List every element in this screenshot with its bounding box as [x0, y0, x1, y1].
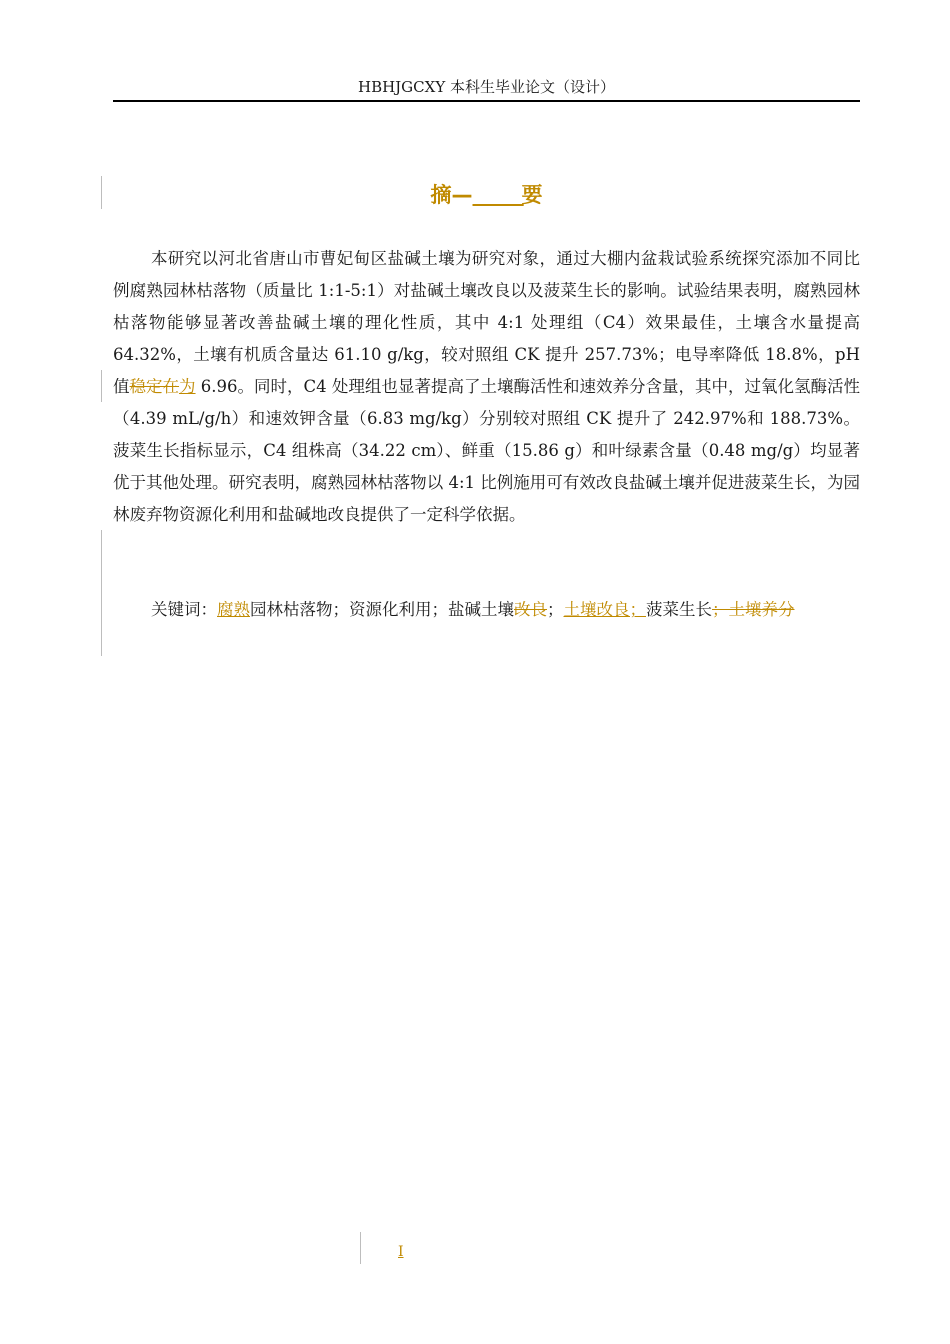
title-gap: —	[451, 183, 473, 207]
page-header: HBHJGCXY 本科生毕业论文（设计）	[357, 78, 615, 96]
page-number: I	[398, 1244, 404, 1260]
deleted-text: 稳定在	[129, 377, 180, 396]
change-bar	[101, 530, 102, 656]
inserted-text: 腐熟	[217, 600, 250, 619]
title-char-left: 摘	[430, 183, 452, 207]
title-char-right: 要	[521, 183, 543, 207]
abstract-text-2: 6.96。同时，C4 处理组也显著提高了土壤酶活性和速效养分含量，其中，过氧化氢酶活性（4.39 mL/g/h）和速效钾含量（6.83 mg/kg）分别较对照组 CK 提升了 242.97%和 188.73%。菠菜生长指标显示，C4 组株高（34.22 cm）、鲜重（15.86 g）和叶绿素含量（0.48 mg/g）均显著优于其他处理。研究表明，腐熟园林枯落物以 4:1 比例施用可有效改良盐碱土壤并促进菠菜生长，为园林废弃物资源化利用和盐碱地改良提供了一定科学依据。	[113, 377, 861, 524]
inserted-text: 土壤改良；	[563, 600, 646, 619]
abstract-title	[113, 178, 860, 212]
keywords-label: 关键词：	[151, 600, 217, 619]
deleted-text: 改良	[514, 600, 547, 619]
keywords-text: 园林枯落物；资源化利用；盐碱土壤	[250, 600, 514, 619]
keywords-paragraph	[113, 594, 860, 626]
change-bar	[360, 1232, 361, 1264]
change-bar	[101, 370, 102, 402]
change-bar	[101, 176, 102, 209]
header-rule	[113, 100, 860, 102]
deleted-text: ；土壤养分	[712, 600, 795, 619]
keywords-text: 菠菜生长	[646, 600, 712, 619]
inserted-text: 为	[179, 377, 196, 396]
abstract-text-1: 本研究以河北省唐山市曹妃甸区盐碱土壤为研究对象，通过大棚内盆栽试验系统探究添加不同比例腐熟园林枯落物（质量比 1:1-5:1）对盐碱土壤改良以及菠菜生长的影响。试验结果表明，腐熟园林枯落物能够显著改善盐碱土壤的理化性质，其中 4:1 处理组（C4）效果最佳，土壤含水量提高 64.32%，土壤有机质含量达 61.10 g/kg，较对照组 CK 提升 257.73%；电导率降低 18.8%，pH 值	[113, 249, 860, 396]
abstract-body	[113, 243, 860, 531]
keywords-text: ；	[547, 600, 564, 619]
